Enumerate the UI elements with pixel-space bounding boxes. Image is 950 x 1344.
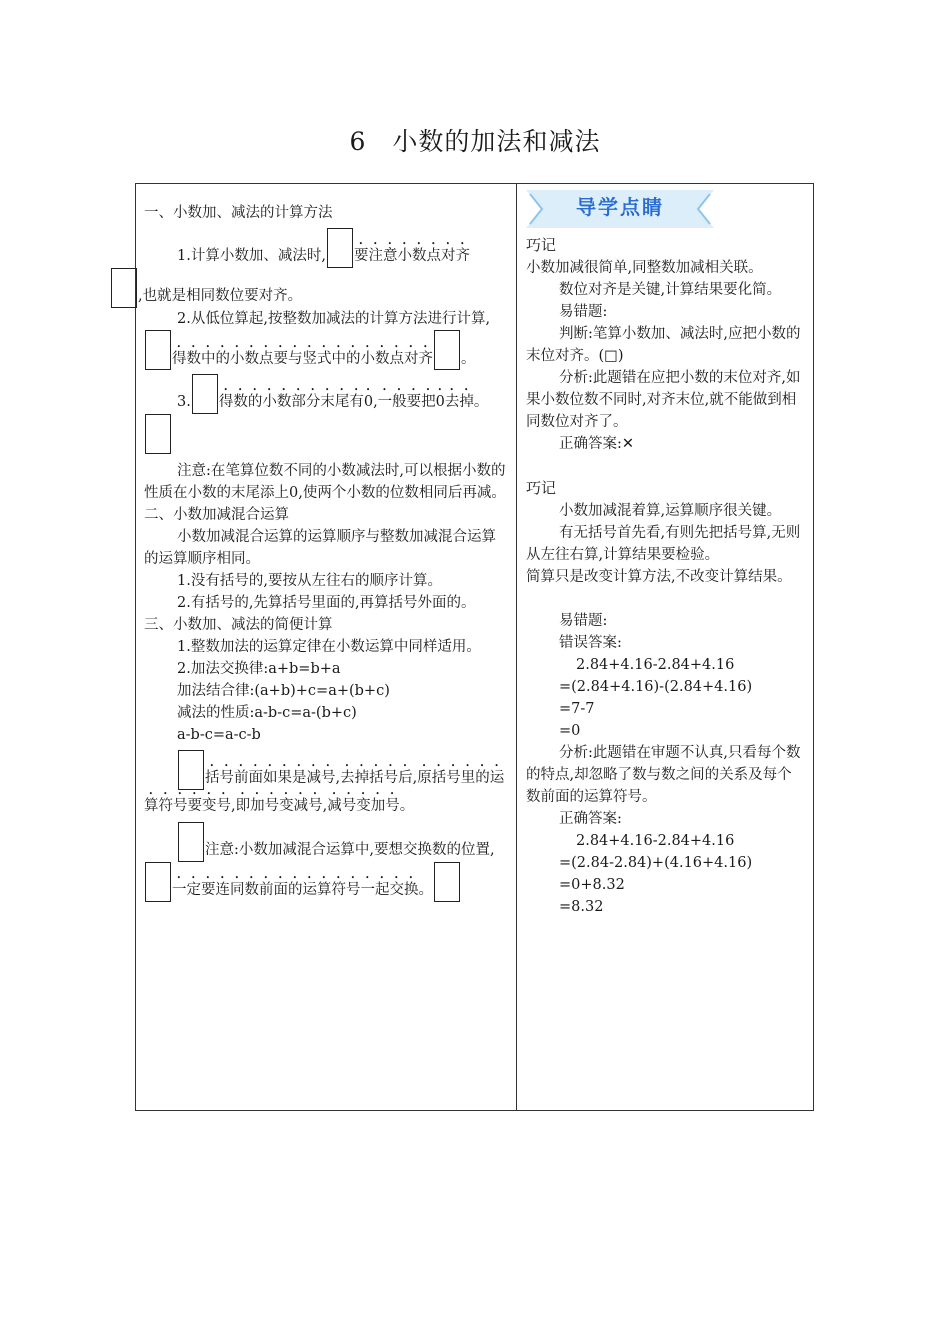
point-1-tail: ,也就是相同数位要对齐。: [138, 288, 303, 304]
correct-step-1: 2.84+4.16-2.84+4.16: [576, 833, 735, 849]
blank-box[interactable]: [434, 862, 460, 902]
blank-box[interactable]: [178, 750, 204, 790]
right-column: [526, 190, 806, 918]
analysis-2: 分析:此题错在审题不认真,只看每个数的特点,却忽略了数与数之间的关系及每个数前面的运算符号。: [526, 745, 801, 805]
point-1-text: 1.计算小数加、减法时,: [177, 248, 326, 264]
correct-step-4: =8.32: [559, 899, 604, 915]
section2-rule-1: 1.没有括号的,要按从左往右的顺序计算。: [177, 573, 442, 589]
rhyme-label-2: 巧记: [526, 479, 557, 497]
correct-step-3: =0+8.32: [559, 877, 625, 893]
blank-box[interactable]: [327, 228, 353, 268]
correct-answer-label: 正确答案:: [559, 811, 622, 827]
point-3-num: 3.: [177, 394, 191, 410]
rhyme-label-1: 巧记: [526, 236, 557, 254]
blank-box[interactable]: [145, 330, 171, 370]
associative-law: 加法结合律:(a+b)+c=a+(b+c): [177, 683, 390, 699]
answer-1: 正确答案:✕: [559, 436, 635, 452]
judge-question: 判断:笔算小数加、减法时,应把小数的末位对齐。(□): [526, 326, 801, 364]
blank-box[interactable]: [145, 414, 171, 454]
point-2: [144, 308, 508, 370]
subtraction-property: 减法的性质:a-b-c=a-(b+c): [177, 705, 357, 721]
banner-title: 导学点睛: [576, 195, 664, 219]
rhyme-1: 小数加减很简单,同整数加减相关联。: [526, 260, 763, 276]
note-2-emphasis: 一定要连同数前面的运算符号一起交换。: [172, 882, 433, 898]
point-4-emphasis: 括号前面如果是减号,去掉括号后,原括号里的运算符号要变号,即加号变减号,减号变加号。: [144, 770, 505, 814]
column-divider: [516, 183, 517, 1111]
point-2-emphasis: 得数中的小数点要与竖式中的小数点对齐: [172, 351, 433, 367]
section1-heading: 一、小数加、减法的计算方法: [144, 205, 333, 221]
rhyme-2: 数位对齐是关键,计算结果要化简。: [559, 282, 782, 298]
wrong-step-4: =0: [559, 723, 581, 739]
blank-box[interactable]: [434, 330, 460, 370]
note-1: 注意:在笔算位数不同的小数减法时,可以根据小数的性质在小数的末尾添上0,使两个小数的位数相同后再减。: [144, 463, 506, 501]
blank-box[interactable]: [111, 268, 137, 308]
point-2-tail: 。: [461, 351, 476, 367]
note-2-text: 注意:小数加减混合运算中,要想交换数的位置,: [205, 842, 495, 858]
wrong-step-1: 2.84+4.16-2.84+4.16: [576, 657, 735, 673]
section3-heading: 三、小数加、减法的简便计算: [144, 617, 333, 633]
note-2: [144, 822, 508, 902]
left-column: [138, 202, 508, 902]
point-1-emphasis: 要注意小数点对齐: [353, 248, 470, 264]
point-3: [144, 374, 508, 454]
commutative-law: 2.加法交换律:a+b=b+a: [177, 661, 341, 677]
rhyme-4: 有无括号首先看,有则先把括号算,无则从左往右算,计算结果要检验。: [526, 525, 801, 563]
point-3-emphasis: 得数的小数部分末尾有0,一般要把0去掉。: [218, 394, 489, 410]
section2-intro: 小数加减混合运算的运算顺序与整数加减混合运算的运算顺序相同。: [144, 529, 496, 567]
point-4: [144, 750, 508, 818]
error-label-1: 易错题:: [559, 304, 608, 320]
wrong-answer-label: 错误答案:: [559, 635, 622, 651]
blank-box[interactable]: [145, 862, 171, 902]
analysis-1: 分析:此题错在应把小数的末位对齐,如果小数位数不同时,对齐末位,就不能做到相同数位对齐了。: [526, 370, 801, 430]
blank-box[interactable]: [178, 822, 204, 862]
page-title: 6 小数的加法和减法: [349, 127, 601, 156]
rhyme-3: 小数加减混着算,运算顺序很关键。: [559, 503, 782, 519]
rhyme-5: 简算只是改变计算方法,不改变计算结果。: [526, 569, 792, 585]
blank-box[interactable]: [192, 374, 218, 414]
subtraction-property-2: a-b-c=a-c-b: [177, 727, 261, 743]
section2-heading: 二、小数加减混合运算: [144, 507, 289, 523]
correct-step-2: =(2.84-2.84)+(4.16+4.16): [559, 855, 753, 871]
guide-banner: [526, 190, 714, 228]
wrong-step-2: =(2.84+4.16)-(2.84+4.16): [559, 679, 753, 695]
point-1: [138, 228, 508, 308]
section3-rule-1: 1.整数加法的运算定律在小数运算中同样适用。: [177, 639, 481, 655]
section2-rule-2: 2.有括号的,先算括号里面的,再算括号外面的。: [177, 595, 476, 611]
point-2-text: 2.从低位算起,按整数加减法的计算方法进行计算,: [177, 311, 491, 327]
error-label-2: 易错题:: [559, 613, 608, 629]
wrong-step-3: =7-7: [559, 701, 595, 717]
